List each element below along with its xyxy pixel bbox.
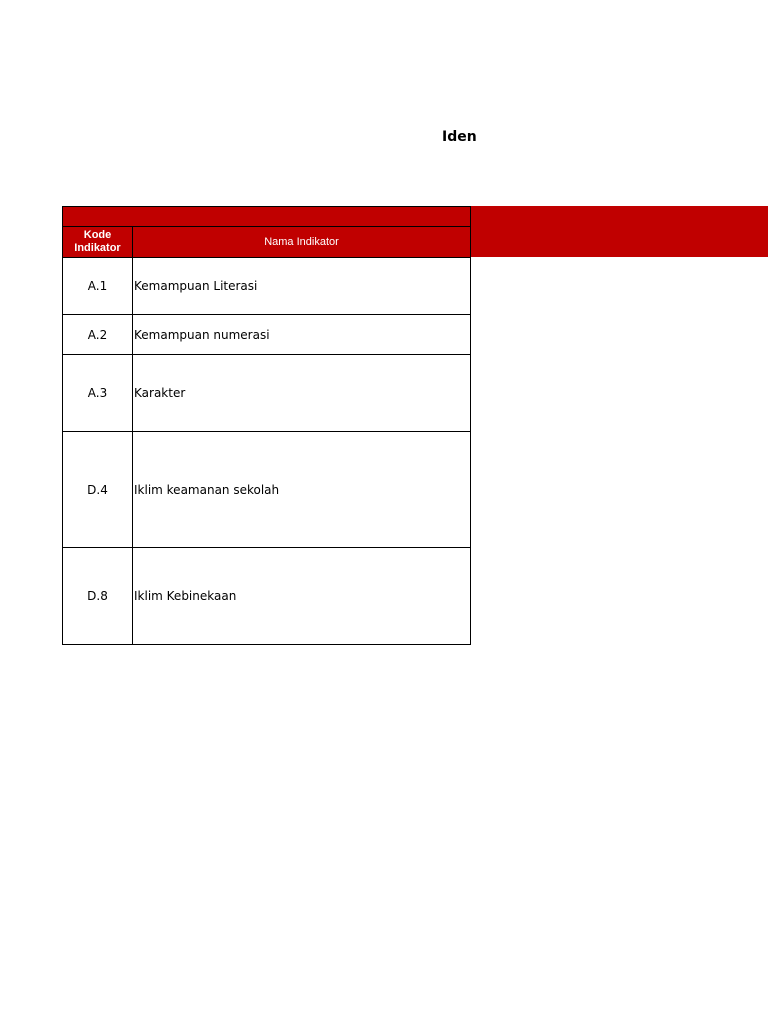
table-top-band	[63, 207, 471, 227]
row-code: D.4	[63, 432, 133, 548]
row-name: Kemampuan numerasi	[133, 315, 471, 355]
table-header-row	[63, 227, 471, 258]
row-name: Kemampuan Literasi	[133, 258, 471, 315]
row-name: Iklim Kebinekaan	[133, 548, 471, 645]
table-row	[63, 258, 471, 315]
header-kode-label: Kode Indikator	[74, 229, 121, 254]
row-name: Karakter	[133, 355, 471, 432]
indicator-table	[62, 206, 470, 645]
row-code: A.3	[63, 355, 133, 432]
row-code: D.8	[63, 548, 133, 645]
table-row	[63, 315, 471, 355]
table-row	[63, 432, 471, 548]
header-nama-label: Nama Indikator	[264, 235, 339, 248]
table-row	[63, 548, 471, 645]
row-name: Iklim keamanan sekolah	[133, 432, 471, 548]
table-row	[63, 355, 471, 432]
row-code: A.2	[63, 315, 133, 355]
row-code: A.1	[63, 258, 133, 315]
header-kode-indikator	[63, 227, 133, 258]
header-nama-indikator	[133, 227, 471, 258]
page-title: Iden	[442, 129, 477, 145]
header-red-band	[470, 206, 768, 257]
